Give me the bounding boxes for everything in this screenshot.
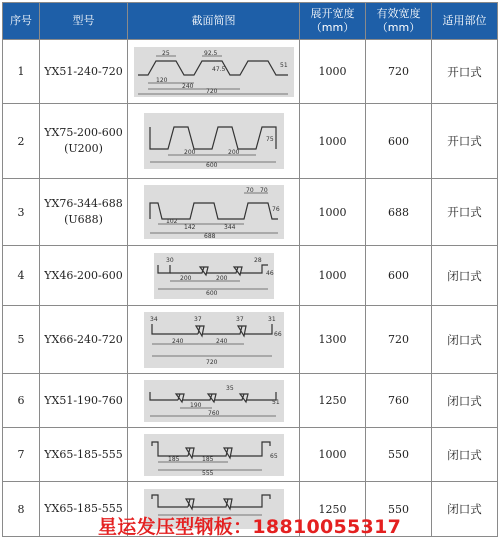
cell-seq: 2 xyxy=(3,104,40,179)
dim-label: 720 xyxy=(205,358,217,366)
cell-effective-width: 600 xyxy=(366,246,432,306)
header-usage: 适用部位 xyxy=(432,3,498,40)
table-header-row xyxy=(3,3,498,40)
cell-usage: 闭口式 xyxy=(432,374,498,428)
dim-label: 344 xyxy=(223,224,235,231)
dim-label: 30 xyxy=(165,256,174,264)
cell-model: YX65-185-555 xyxy=(40,482,128,537)
cell-effective-width: 760 xyxy=(366,374,432,428)
cell-usage: 开口式 xyxy=(432,104,498,179)
cell-effective-width: 720 xyxy=(366,40,432,104)
cell-model: YX51-190-760 xyxy=(40,374,128,428)
cell-usage: 开口式 xyxy=(432,40,498,104)
cell-effective-width: 688 xyxy=(366,179,432,246)
section-drawing-2 xyxy=(144,113,284,169)
dim-label: 51 xyxy=(279,61,288,69)
header-seq: 序号 xyxy=(3,3,40,40)
section-drawing-7 xyxy=(144,434,284,476)
header-effective-width: 有效宽度（mm） xyxy=(366,3,432,40)
dim-label: 25 xyxy=(161,49,170,57)
cell-unfold-width: 1000 xyxy=(300,104,366,179)
dim-label: 31 xyxy=(267,315,276,323)
cell-section-drawing xyxy=(128,246,300,306)
cell-unfold-width: 1000 xyxy=(300,428,366,482)
dim-label: 200 xyxy=(227,149,239,156)
cell-usage: 闭口式 xyxy=(432,246,498,306)
dim-label: 688 xyxy=(203,233,215,239)
dim-label: 200 xyxy=(215,274,227,282)
dim-label: 51 xyxy=(271,398,280,406)
cell-section-drawing xyxy=(128,428,300,482)
dim-label: 46 xyxy=(265,269,274,277)
dim-label: 185 xyxy=(201,455,213,463)
cell-section-drawing xyxy=(128,104,300,179)
dim-label: 70 xyxy=(245,187,254,194)
cell-model: YX76-344-688 (U688) xyxy=(40,179,128,246)
section-drawing-1 xyxy=(134,47,294,97)
cell-seq: 4 xyxy=(3,246,40,306)
cell-usage: 闭口式 xyxy=(432,428,498,482)
table-row xyxy=(3,246,498,306)
dim-label: 120 xyxy=(155,76,167,84)
cell-model: YX66-240-720 xyxy=(40,306,128,374)
dim-label: 600 xyxy=(205,162,217,169)
dim-label: 190 xyxy=(189,401,201,409)
dim-label: 555 xyxy=(201,469,213,476)
dim-label: 76 xyxy=(271,206,280,213)
dim-label: 200 xyxy=(183,149,195,156)
header-unfold-width: 展开宽度（mm） xyxy=(300,3,366,40)
cell-seq: 3 xyxy=(3,179,40,246)
dim-label: 70 xyxy=(259,187,268,194)
dim-label: 47.5 xyxy=(211,65,225,73)
cell-section-drawing xyxy=(128,374,300,428)
cell-section-drawing xyxy=(128,179,300,246)
dim-label: 240 xyxy=(181,82,193,90)
dim-label: 240 xyxy=(171,337,183,345)
header-section: 截面简图 xyxy=(128,3,300,40)
cell-section-drawing xyxy=(128,40,300,104)
cell-effective-width: 600 xyxy=(366,104,432,179)
cell-model: YX75-200-600 (U200) xyxy=(40,104,128,179)
cell-seq: 5 xyxy=(3,306,40,374)
cell-effective-width: 720 xyxy=(366,306,432,374)
cell-effective-width: 550 xyxy=(366,428,432,482)
dim-label: 66 xyxy=(273,330,282,338)
dim-label: 65 xyxy=(269,452,278,460)
table-row xyxy=(3,40,498,104)
dim-label: 35 xyxy=(225,384,234,392)
cell-seq: 7 xyxy=(3,428,40,482)
cell-usage: 开口式 xyxy=(432,179,498,246)
table-row xyxy=(3,306,498,374)
dim-label: 760 xyxy=(207,409,219,417)
dim-label: 34 xyxy=(149,315,158,323)
cell-seq: 6 xyxy=(3,374,40,428)
section-drawing-5 xyxy=(144,312,284,368)
dim-label: 75 xyxy=(265,136,274,143)
profile-spec-table xyxy=(2,2,498,537)
cell-unfold-width: 1000 xyxy=(300,179,366,246)
contact-watermark: 星运发压型钢板：18810055317 xyxy=(98,516,402,538)
dim-label: 37 xyxy=(193,315,202,323)
dim-label: 720 xyxy=(205,87,217,95)
cell-model: YX65-185-555 xyxy=(40,428,128,482)
cell-effective-width: 550 xyxy=(366,482,432,537)
dim-label: 142 xyxy=(183,224,195,231)
cell-usage: 闭口式 xyxy=(432,306,498,374)
cell-unfold-width: 1300 xyxy=(300,306,366,374)
dim-label: 240 xyxy=(215,337,227,345)
table-row xyxy=(3,179,498,246)
cell-unfold-width: 1000 xyxy=(300,40,366,104)
dim-label: 200 xyxy=(179,274,191,282)
dim-label: 37 xyxy=(235,315,244,323)
cell-section-drawing xyxy=(128,306,300,374)
table-row xyxy=(3,428,498,482)
cell-unfold-width: 1250 xyxy=(300,482,366,537)
dim-label: 102 xyxy=(165,218,177,225)
cell-seq: 8 xyxy=(3,482,40,537)
section-drawing-3 xyxy=(144,185,284,239)
section-drawing-6 xyxy=(144,380,284,422)
cell-model: YX46-200-600 xyxy=(40,246,128,306)
dim-label: 92.5 xyxy=(203,49,217,57)
cell-unfold-width: 1250 xyxy=(300,374,366,428)
header-model: 型号 xyxy=(40,3,128,40)
dim-label: 600 xyxy=(205,289,217,297)
table-row xyxy=(3,374,498,428)
section-drawing-4 xyxy=(154,253,274,299)
cell-usage: 闭口式 xyxy=(432,482,498,537)
table-row xyxy=(3,104,498,179)
dim-label: 185 xyxy=(167,455,179,463)
cell-unfold-width: 1000 xyxy=(300,246,366,306)
dim-label: 28 xyxy=(253,256,262,264)
cell-model: YX51-240-720 xyxy=(40,40,128,104)
cell-seq: 1 xyxy=(3,40,40,104)
